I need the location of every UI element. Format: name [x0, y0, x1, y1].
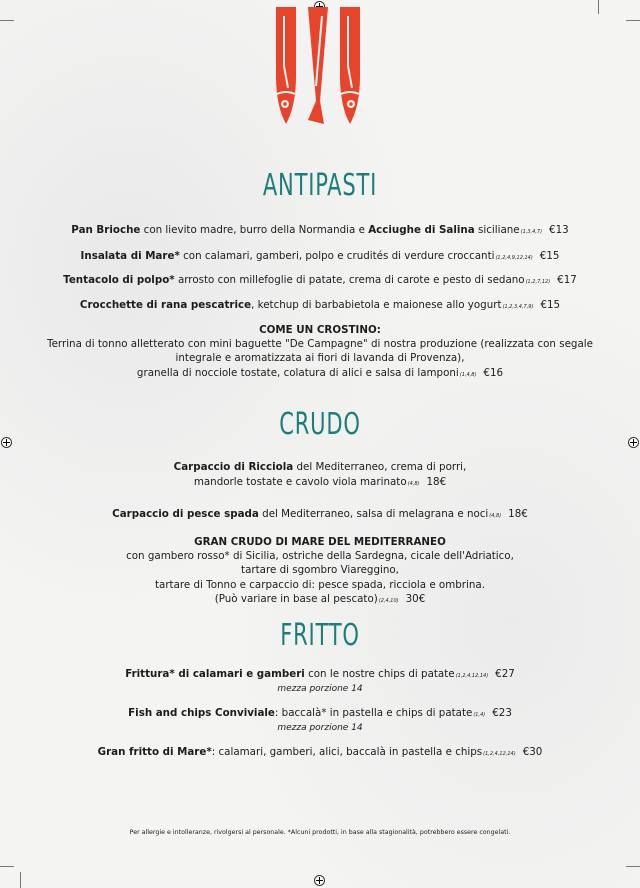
special-desc: tartare di sgombro Viareggino,: [241, 564, 399, 576]
crop-mark: [0, 20, 14, 21]
price: €15: [540, 299, 561, 311]
item-name: Carpaccio di pesce spada: [112, 508, 259, 520]
price: €30: [522, 746, 543, 758]
item-name: Fish and chips Conviviale: [128, 707, 275, 719]
allergens: (1,2,4,12,14): [455, 673, 489, 679]
item-desc: con calamari, gamberi, polpo e crudités di verdure croccanti: [179, 250, 495, 262]
price: €15: [539, 250, 560, 262]
special-desc: tartare di Tonno e carpaccio di: pesce spada, ricciola e ombrina.: [154, 579, 486, 591]
price: €27: [495, 668, 515, 680]
item-desc: con lievito madre, burro della Normandia e: [140, 224, 369, 236]
crop-mark: [598, 0, 599, 14]
item-desc: siciliane: [474, 224, 520, 236]
special-heading: GRAN CRUDO DI MARE DEL MEDITERRANEO: [194, 536, 446, 548]
item-name: Acciughe di Salina: [368, 224, 475, 236]
allergens: (1,3,4,7): [520, 229, 543, 235]
price: €16: [483, 367, 504, 379]
section-title-fritto: FRITTO: [280, 618, 360, 653]
crop-mark: [626, 866, 640, 867]
half-portion: mezza porzione 14: [277, 684, 363, 694]
price: 18€: [508, 508, 528, 520]
menu-item: [0, 249, 640, 265]
menu-item: [0, 298, 640, 314]
item-name: Crocchette di rana pescatrice: [79, 299, 252, 311]
menu-item: [0, 706, 640, 722]
price: €23: [492, 707, 512, 719]
crop-mark: [626, 20, 640, 21]
menu-item: [0, 273, 640, 289]
three-red-fish-icon: [270, 6, 370, 126]
special-desc: integrale e aromatizzata ai fiori di lavanda di Provenza),: [175, 352, 465, 364]
menu-item: [0, 507, 640, 523]
section-title-crudo: CRUDO: [279, 407, 361, 442]
item-desc: del Mediterraneo, salsa di melagrana e noci: [258, 508, 489, 520]
price: €17: [557, 274, 577, 286]
item-name: Pan Brioche: [71, 224, 141, 236]
allergy-footer: Per allergie e intolleranze, rivolgersi al personale. *Alcuni prodotti, in base alla stagionalità, potrebbero essere congelati.: [129, 829, 511, 836]
item-name: Carpaccio di Ricciola: [173, 461, 294, 473]
price: 18€: [426, 476, 447, 488]
price: 30€: [405, 593, 426, 605]
crop-mark: [20, 872, 21, 888]
special-desc: con gambero rosso* di Sicilia, ostriche della Sardegna, cicale dell'Adriatico,: [126, 550, 514, 562]
item-desc: mandorle tostate e cavolo viola marinato: [193, 476, 407, 488]
item-name: Tentacolo di polpo*: [63, 274, 175, 286]
registration-mark-icon: [1, 437, 12, 448]
menu-item: [0, 745, 640, 761]
allergens: (1,2,4,12,14): [483, 751, 516, 757]
menu-item: [0, 460, 640, 474]
item-name: Insalata di Mare*: [80, 250, 180, 262]
allergens: (1,2,3,4,7,9): [502, 304, 534, 310]
allergens: (1,2,7,12): [525, 279, 551, 285]
menu-item: [0, 223, 640, 239]
item-name: Gran fritto di Mare*: [97, 746, 212, 758]
special-desc: (Può variare in base al pescato): [214, 593, 378, 605]
item-desc: : calamari, gamberi, alici, baccalà in pastella e chips: [211, 746, 483, 758]
allergens: (4,8): [407, 481, 420, 487]
special-desc: Terrina di tonno alletterato con mini baguette "De Campagne" di nostra produzione (realizzata con segale: [47, 338, 593, 350]
special-desc: granella di nocciole tostate, colatura di alici e salsa di lamponi: [136, 367, 459, 379]
registration-mark-icon: [314, 875, 325, 886]
special-desc-last: [0, 366, 640, 382]
special-heading: COME UN CROSTINO:: [259, 324, 381, 336]
allergens: (1,2,4,9,12,14): [495, 255, 533, 261]
item-desc: : baccalà* in pastella e chips di patate: [274, 707, 473, 719]
item-desc: arrosto con millefoglie di patate, crema di carote e pesto di sedano: [174, 274, 525, 286]
allergens: (1,4,8): [459, 372, 477, 378]
crop-mark: [0, 866, 14, 867]
allergens: (2,4,10): [378, 598, 399, 604]
half-portion: mezza porzione 14: [277, 723, 363, 733]
allergens: (4,8): [489, 513, 502, 519]
item-desc: con le nostre chips di patate: [304, 668, 455, 680]
registration-mark-icon: [628, 437, 639, 448]
menu-item-line2: [0, 475, 640, 491]
special-desc-last: [0, 592, 640, 608]
allergens: (1,4): [473, 712, 486, 718]
item-desc: , ketchup di barbabietola e maionese allo yogurt: [251, 299, 502, 311]
price: €13: [549, 224, 569, 236]
item-name: Frittura* di calamari e gamberi: [125, 668, 305, 680]
item-desc: del Mediterraneo, crema di porri,: [293, 461, 467, 473]
menu-item: [0, 667, 640, 683]
section-title-antipasti: ANTIPASTI: [262, 168, 378, 203]
